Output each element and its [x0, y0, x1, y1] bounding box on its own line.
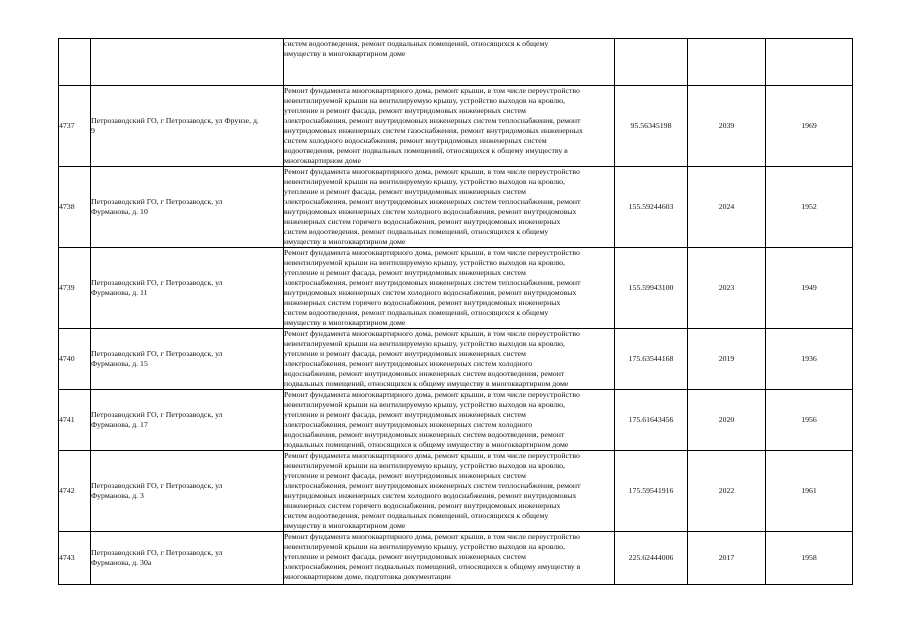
works-line: Ремонт фундамента многоквартирного дома, ремонт крыши, в том числе переустройство [284, 329, 580, 338]
year-cell [688, 451, 766, 532]
works-line: утепление и ремонт фасада, ремонт внутридомовых инженерных систем [284, 471, 526, 480]
works-line: электроснабжения, ремонт внутридомовых инженерных систем холодного [284, 420, 533, 429]
row-number: 4739 [59, 283, 75, 292]
works-line: многоквартирном доме [284, 156, 361, 165]
address-line: Петрозаводский ГО, г Петрозаводск, ул [91, 278, 223, 287]
works-line: имуществу в многоквартирном доме [284, 49, 406, 58]
address-cell [91, 39, 284, 86]
year-cell [688, 390, 766, 451]
works-line: электроснабжения, ремонт внутридомовых инженерных систем теплоснабжения, ремонт [284, 197, 581, 206]
works-cell [284, 248, 615, 329]
year-cell [688, 167, 766, 248]
works-line: утепление и ремонт фасада, ремонт внутридомовых инженерных систем [284, 106, 526, 115]
table-row [59, 86, 853, 167]
works-line: невентилируемой крыши на вентилируемую крышу, устройство выходов на кровлю, [284, 258, 565, 267]
built-year: 1969 [801, 121, 817, 130]
planned-year: 2022 [718, 486, 735, 495]
year-cell [688, 39, 766, 86]
year-cell [688, 329, 766, 390]
works-line: внутридомовых инженерных систем холодного водоснабжения, ремонт внутридомовых [284, 288, 577, 297]
cost-cell [615, 451, 688, 532]
row-number: 4740 [59, 354, 75, 363]
address-line: Петрозаводский ГО, г Петрозаводск, ул [91, 410, 223, 419]
cost-cell [615, 86, 688, 167]
cost-value: 95.56345198 [630, 121, 672, 130]
works-line: невентилируемой крыши на вентилируемую крышу, устройство выходов на кровлю, [284, 177, 565, 186]
table-row [59, 167, 853, 248]
built-year: 1961 [801, 486, 817, 495]
built-year: 1952 [801, 202, 817, 211]
works-line: утепление и ремонт фасада, ремонт внутридомовых инженерных систем [284, 268, 526, 277]
works-line: Ремонт фундамента многоквартирного дома, ремонт крыши, в том числе переустройство [284, 390, 580, 399]
row-number-cell [59, 167, 91, 248]
cost-cell [615, 167, 688, 248]
works-line: водоснабжения, ремонт внутридомовых инженерных систем водоотведения, ремонт [284, 430, 565, 439]
table-row [59, 532, 853, 585]
works-line: утепление и ремонт фасада, ремонт внутридомовых инженерных систем [284, 187, 526, 196]
address-cell [91, 86, 284, 167]
address-line: Фурманова, д. 15 [91, 359, 148, 368]
table-row [59, 390, 853, 451]
address-line: Фурманова, д. 11 [91, 288, 148, 297]
works-line: систем водоотведения, ремонт подвальных помещений, относящихся к общему [284, 227, 549, 236]
built-year-cell [766, 532, 853, 585]
address-line: Фурманова, д. 17 [91, 420, 148, 429]
built-year-cell [766, 167, 853, 248]
address-cell [91, 329, 284, 390]
works-line: Ремонт фундамента многоквартирного дома, ремонт крыши, в том числе переустройство [284, 167, 580, 176]
year-cell [688, 532, 766, 585]
address-line: Фурманова, д. 30а [91, 558, 152, 567]
works-line: Ремонт фундамента многоквартирного дома, ремонт крыши, в том числе переустройство [284, 451, 580, 460]
works-line: инженерных систем горячего водоснабжения, ремонт внутридомовых инженерных [284, 217, 561, 226]
row-number-cell [59, 451, 91, 532]
works-cell [284, 39, 615, 86]
works-line: имуществу в многоквартирном доме [284, 318, 406, 327]
works-line: водоотведения, ремонт подвальных помещений, относящихся к общему имуществу в [284, 146, 568, 155]
planned-year: 2024 [718, 202, 735, 211]
cost-cell [615, 532, 688, 585]
works-line: водоснабжения, ремонт внутридомовых инженерных систем водоотведения, ремонт [284, 369, 565, 378]
works-line: невентилируемой крыши на вентилируемую крышу, устройство выходов на кровлю, [284, 96, 565, 105]
works-cell [284, 532, 615, 585]
row-number: 4743 [59, 553, 75, 562]
works-line: внутридомовых инженерных систем холодного водоснабжения, ремонт внутридомовых [284, 207, 577, 216]
works-line: электроснабжения, ремонт внутридомовых инженерных систем теплоснабжения, ремонт [284, 278, 581, 287]
planned-year: 2020 [718, 415, 735, 424]
address-cell [91, 451, 284, 532]
works-line: систем водоотведения, ремонт подвальных помещений, относящихся к общему [284, 308, 549, 317]
works-line: инженерных систем горячего водоснабжения, ремонт внутридомовых инженерных [284, 298, 561, 307]
row-number-cell [59, 390, 91, 451]
works-line: утепление и ремонт фасада, ремонт внутридомовых инженерных систем [284, 349, 526, 358]
year-cell [688, 248, 766, 329]
cost-value: 225.62444006 [628, 553, 674, 562]
cost-value: 175.61643456 [628, 415, 674, 424]
works-cell [284, 329, 615, 390]
built-year: 1949 [801, 283, 817, 292]
address-line: Фурманова, д. 10 [91, 207, 148, 216]
row-number: 4742 [59, 486, 75, 495]
works-line: внутридомовых инженерных систем газоснабжения, ремонт внутридомовых инженерных [284, 126, 583, 135]
built-year-cell [766, 390, 853, 451]
cost-cell [615, 39, 688, 86]
planned-year: 2039 [718, 121, 735, 130]
built-year-cell [766, 451, 853, 532]
cost-cell [615, 248, 688, 329]
works-line: невентилируемой крыши на вентилируемую крышу, устройство выходов на кровлю, [284, 339, 565, 348]
table-row [59, 451, 853, 532]
works-cell [284, 390, 615, 451]
works-line: имуществу в многоквартирном доме [284, 521, 406, 530]
cost-value: 175.59541916 [628, 486, 674, 495]
works-line: Ремонт фундамента многоквартирного дома, ремонт крыши, в том числе переустройство [284, 248, 580, 257]
built-year-cell [766, 329, 853, 390]
address-line: Петрозаводский ГО, г Петрозаводск, ул [91, 349, 223, 358]
address-line: Петрозаводский ГО, г Петрозаводск, ул [91, 197, 223, 206]
address-cell [91, 248, 284, 329]
works-line: утепление и ремонт фасада, ремонт внутридомовых инженерных систем [284, 410, 526, 419]
works-line: электроснабжения, ремонт подвальных помещений, относящихся к общему имуществу в [284, 562, 581, 571]
row-number-cell [59, 532, 91, 585]
works-line: многоквартирном доме, подготовка документации [284, 572, 451, 581]
works-line: подвальных помещений, относящихся к общему имуществу в многоквартирном доме [284, 379, 569, 388]
address-line: Фурманова, д. 3 [91, 491, 144, 500]
works-line: внутридомовых инженерных систем холодного водоснабжения, ремонт внутридомовых [284, 491, 577, 500]
address-cell [91, 167, 284, 248]
row-number-cell [59, 86, 91, 167]
row-number-cell [59, 248, 91, 329]
year-cell [688, 86, 766, 167]
cost-value: 155.59244603 [628, 202, 674, 211]
works-line: Ремонт фундамента многоквартирного дома, ремонт крыши, в том числе переустройство [284, 86, 580, 95]
built-year: 1958 [801, 553, 817, 562]
built-year: 1936 [801, 354, 817, 363]
works-line: электроснабжения, ремонт внутридомовых инженерных систем холодного [284, 359, 533, 368]
built-year-cell [766, 248, 853, 329]
works-line: электроснабжения, ремонт внутридомовых инженерных систем теплоснабжения, ремонт [284, 481, 581, 490]
works-line: систем холодного водоснабжения, ремонт внутридомовых инженерных систем [284, 136, 547, 145]
cost-value: 175.63544168 [628, 354, 674, 363]
row-number: 4741 [59, 415, 75, 424]
address-line: Петрозаводский ГО, г Петрозаводск, ул Фрунзе, д. [91, 116, 259, 125]
planned-year: 2023 [718, 283, 735, 292]
row-number-cell [59, 329, 91, 390]
works-line: подвальных помещений, относящихся к общему имуществу в многоквартирном доме [284, 440, 569, 449]
works-cell [284, 86, 615, 167]
address-line: Петрозаводский ГО, г Петрозаводск, ул [91, 548, 223, 557]
table-row [59, 39, 853, 86]
table-row [59, 329, 853, 390]
planned-year: 2019 [718, 354, 735, 363]
works-line: Ремонт фундамента многоквартирного дома, ремонт крыши, в том числе переустройство [284, 532, 580, 541]
works-cell [284, 451, 615, 532]
cost-cell [615, 390, 688, 451]
cost-value: 155.59943100 [628, 283, 674, 292]
built-year-cell [766, 39, 853, 86]
row-number: 4738 [59, 202, 75, 211]
works-cell [284, 167, 615, 248]
built-year-cell [766, 86, 853, 167]
works-line: имуществу в многоквартирном доме [284, 237, 406, 246]
works-line: инженерных систем горячего водоснабжения, ремонт внутридомовых инженерных [284, 501, 561, 510]
table-row [59, 248, 853, 329]
cost-cell [615, 329, 688, 390]
planned-year: 2017 [718, 553, 735, 562]
works-line: систем водоотведения, ремонт подвальных помещений, относящихся к общему [284, 39, 549, 48]
address-line: 9 [91, 126, 95, 135]
address-cell [91, 390, 284, 451]
works-line: систем водоотведения, ремонт подвальных помещений, относящихся к общему [284, 511, 549, 520]
address-cell [91, 532, 284, 585]
works-line: электроснабжения, ремонт внутридомовых инженерных систем теплоснабжения, ремонт [284, 116, 581, 125]
works-line: невентилируемой крыши на вентилируемую крышу, устройство выходов на кровлю, [284, 461, 565, 470]
row-number: 4737 [59, 121, 75, 130]
works-line: невентилируемой крыши на вентилируемую крышу, устройство выходов на кровлю, [284, 542, 565, 551]
row-number-cell [59, 39, 91, 86]
built-year: 1956 [801, 415, 817, 424]
address-line: Петрозаводский ГО, г Петрозаводск, ул [91, 481, 223, 490]
works-line: невентилируемой крыши на вентилируемую крышу, устройство выходов на кровлю, [284, 400, 565, 409]
repair-schedule-table [58, 38, 853, 585]
works-line: утепление и ремонт фасада, ремонт внутридомовых инженерных систем [284, 552, 526, 561]
